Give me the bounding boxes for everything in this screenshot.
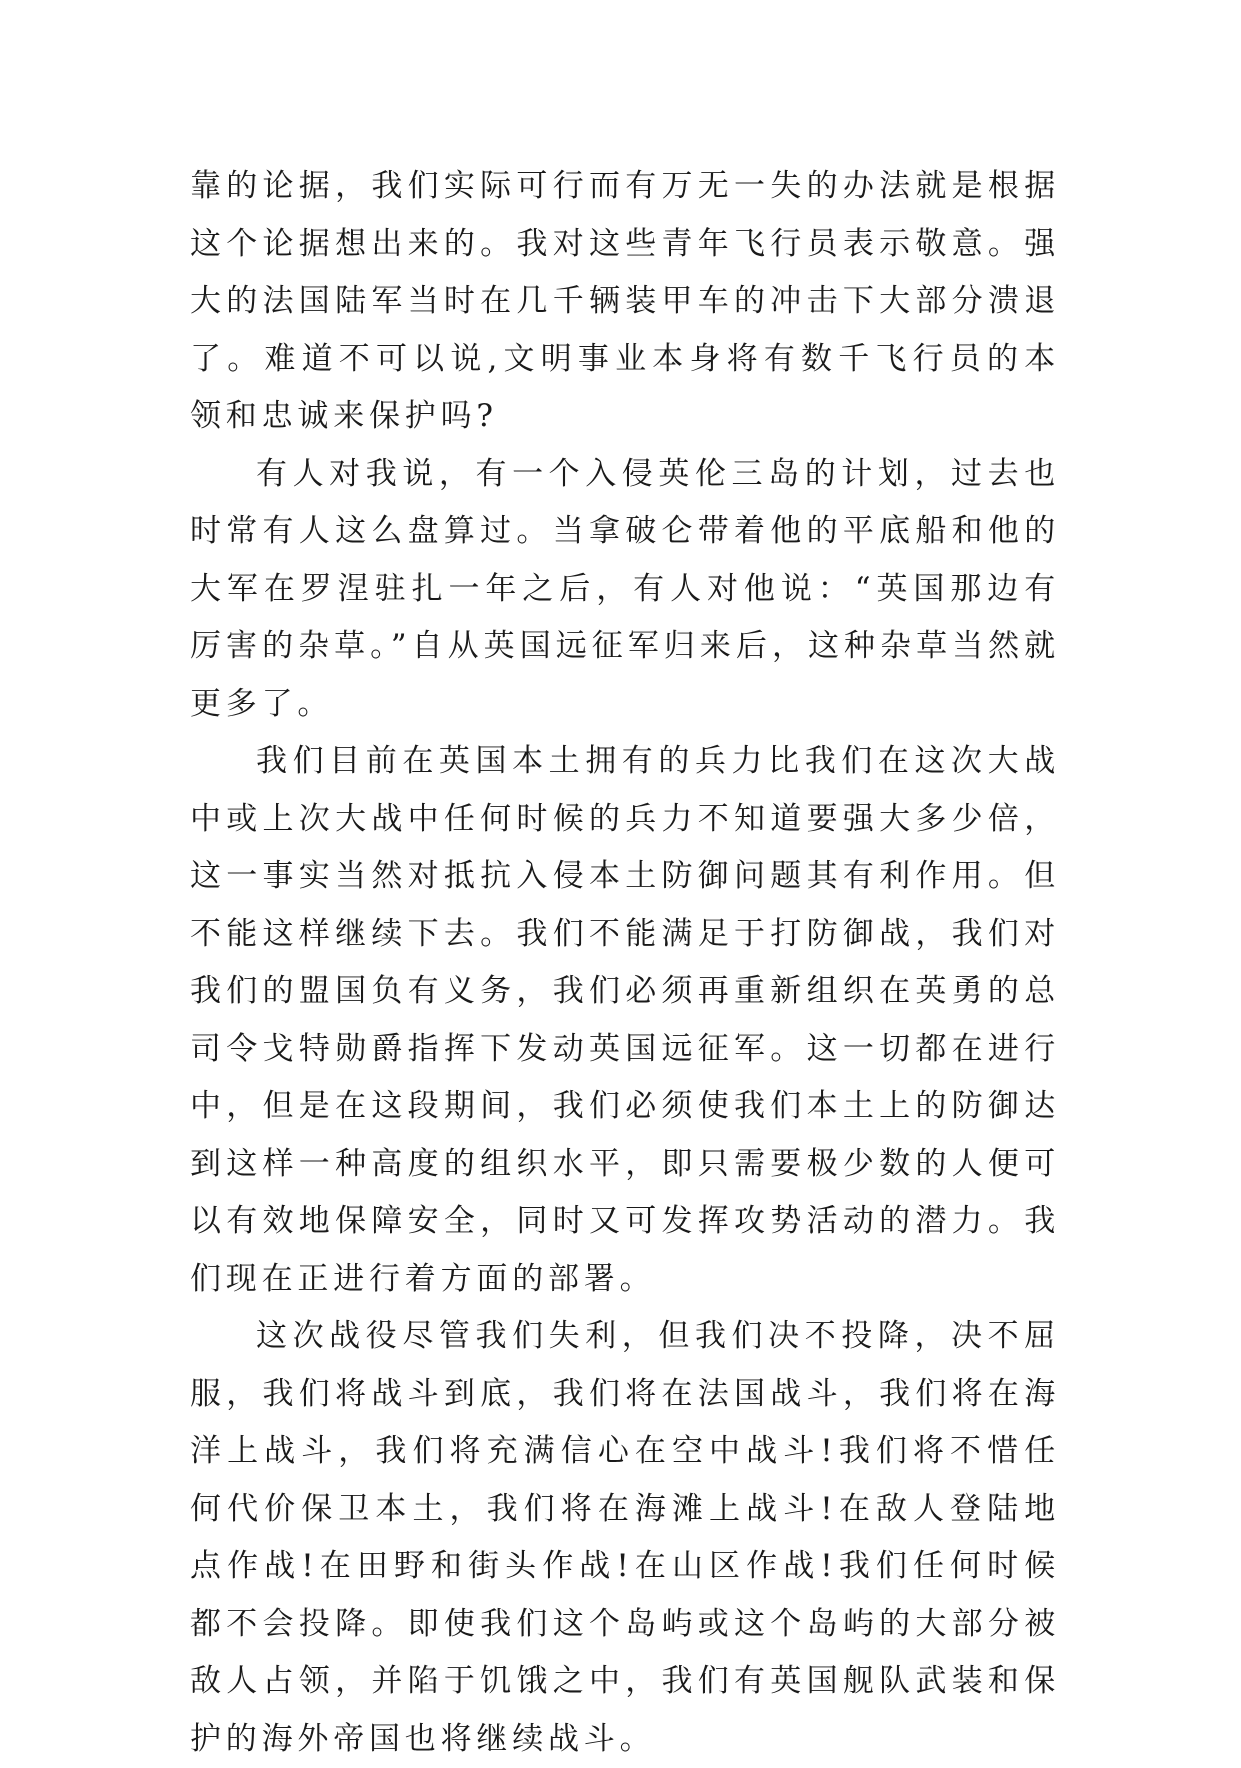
paragraph-4: 这次战役尽管我们失利，但我们决不投降，决不屈服，我们将战斗到底，我们将在法国战斗，我们将在海洋上战斗，我们将充满信心在空中战斗!我们将不惜任何代价保卫本土，我们将在海滩上战斗!在敌人登陆地点作战!在田野和街头作战!在山区作战!我们任何时候都不会投降。即使我们这个岛屿或这个岛屿的大部分被敌人占领，并陷于饥饿之中，我们有英国舰队武装和保护的海外帝国也将继续战斗。 xyxy=(190,1318,1060,1757)
paragraph-1: 靠的论据，我们实际可行而有万无一失的办法就是根据这个论据想出来的。我对这些青年飞行员表示敬意。强大的法国陆军当时在几千辆装甲车的冲击下大部分溃退了。难道不可以说,文明事业本身将有数千飞行员的本领和忠诚来保护吗? xyxy=(190,168,1060,434)
paragraph-3: 我们目前在英国本土拥有的兵力比我们在这次大战中或上次大战中任何时候的兵力不知道要强大多少倍，这一事实当然对抵抗入侵本土防御问题其有利作用。但不能这样继续下去。我们不能满足于打防御战，我们对我们的盟国负有义务，我们必须再重新组织在英勇的总司令戈特勋爵指挥下发动英国远征军。这一切都在进行中，但是在这段期间，我们必须使我们本土上的防御达到这样一种高度的组织水平，即只需要极少数的人便可以有效地保障安全，同时又可发挥攻势活动的潜力。我们现在正进行着方面的部署。 xyxy=(190,743,1060,1297)
paragraph-2: 有人对我说，有一个入侵英伦三岛的计划，过去也时常有人这么盘算过。当拿破仑带着他的平底船和他的大军在罗涅驻扎一年之后，有人对他说：“英国那边有厉害的杂草。”自从英国远征军归来后，这种杂草当然就更多了。 xyxy=(190,455,1060,722)
body-text xyxy=(190,158,1060,1768)
